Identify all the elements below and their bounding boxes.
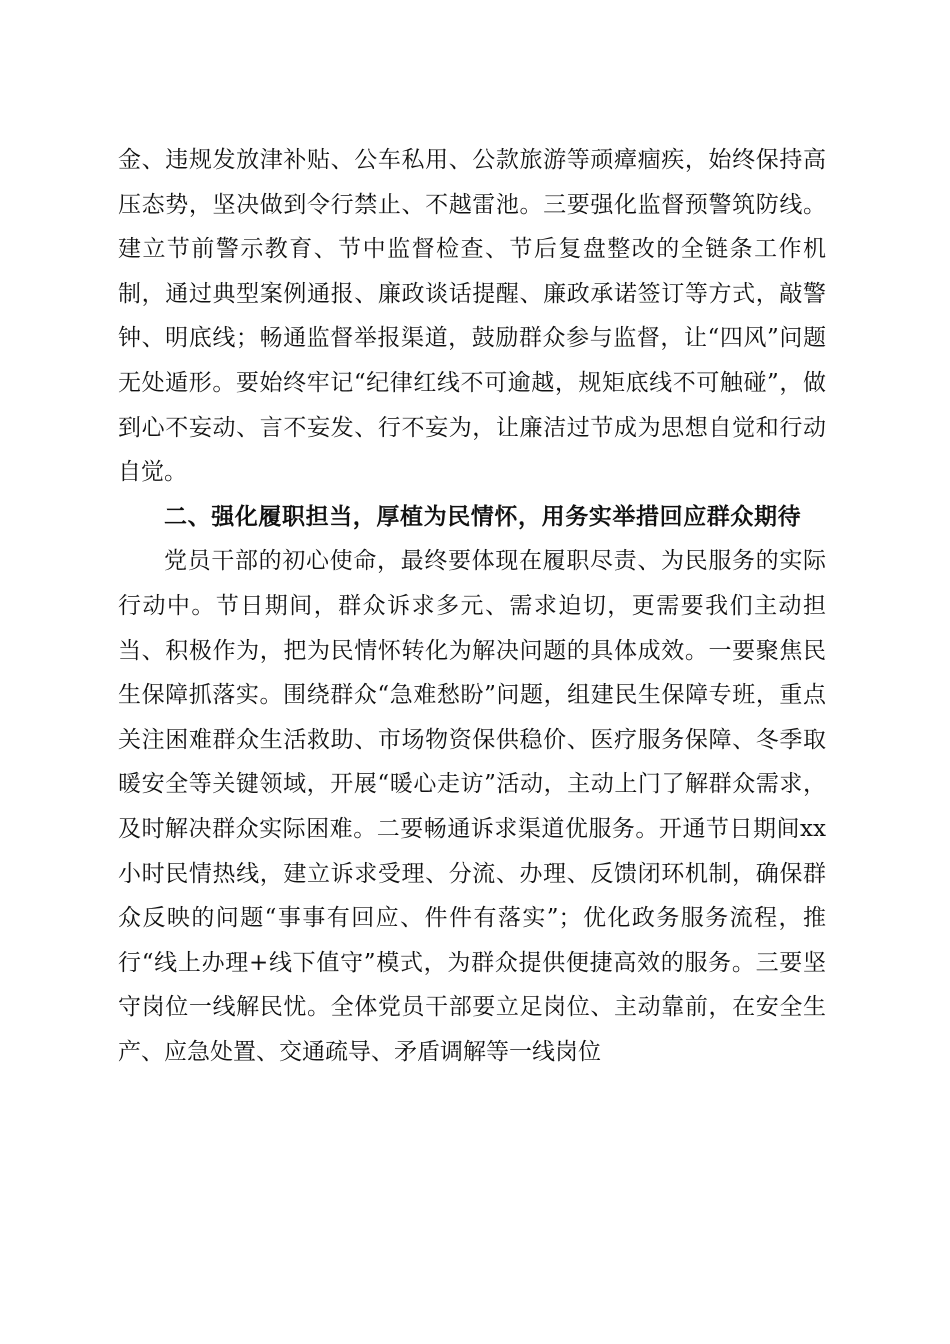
paragraph-continuation: 金、违规发放津补贴、公车私用、公款旅游等顽瘴痼疾，始终保持高压态势，坚决做到令行禁止、不越雷池。三要强化监督预警筑防线。建立节前警示教育、节中监督检查、节后复盘整改的全链条工作机制，通过典型案例通报、廉政谈话提醒、廉政承诺签订等方式，敲警钟、明底线；畅通监督举报渠道，鼓励群众参与监督，让“四风”问题无处遁形。要始终牢记“纪律红线不可逾越，规矩底线不可触碰”，做到心不妄动、言不妄发、行不妄为，让廉洁过节成为思想自觉和行动自觉。: [118, 147, 826, 486]
section-heading-2: 二、强化履职担当，厚植为民情怀，用务实举措回应群众期待: [164, 503, 802, 530]
paragraph-body: 党员干部的初心使命，最终要体现在履职尽责、为民服务的实际行动中。节日期间，群众诉求多元、需求迫切，更需要我们主动担当、积极作为，把为民情怀转化为解决问题的具体成效。一要聚焦民生保障抓落实。围绕群众“急难愁盼”问题，组建民生保障专班，重点关注困难群众生活救助、市场物资保供稳价、医疗服务保障、冬季取暖安全等关键领域，开展“暖心走访”活动，主动上门了解群众需求，及时解决群众实际困难。二要畅通诉求渠道优服务。开通节日期间xx小时民情热线，建立诉求受理、分流、办理、反馈闭环机制，确保群众反映的问题“事事有回应、件件有落实”；优化政务服务流程，推行“线上办理+线下值守”模式，为群众提供便捷高效的服务。三要坚守岗位一线解民忧。全体党员干部要立足岗位、主动靠前，在安全生产、应急处置、交通疏导、矛盾调解等一线岗位: [118, 548, 826, 1065]
document-page: [118, 138, 826, 1074]
